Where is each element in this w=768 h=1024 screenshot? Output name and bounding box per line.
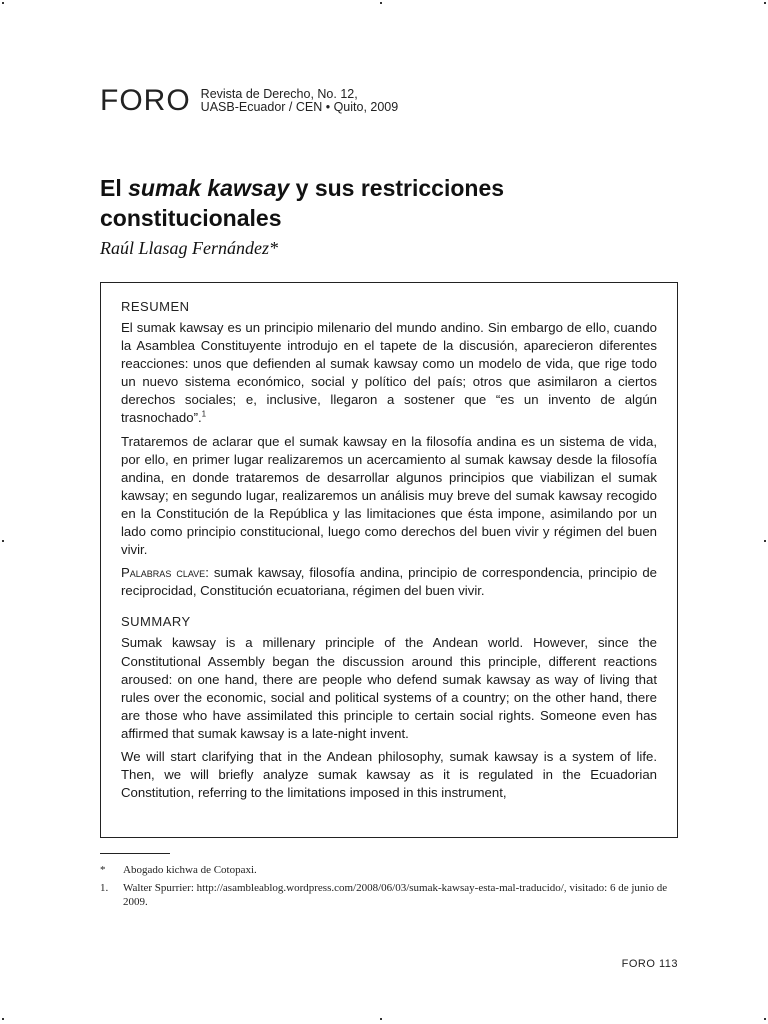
article-author: Raúl Llasag Fernández*	[100, 238, 278, 258]
title-part-2: y sus restricciones constitucionales	[100, 175, 505, 231]
page-footer: FORO 113	[621, 958, 678, 970]
resumen-heading: RESUMEN	[121, 299, 190, 314]
summary-paragraph-2: We will start clarifying that in the Andean philosophy, sumak kawsay is a system of life. Then, we will briefly analyze sumak kawsay as it is regulated in the Ecuadorian Constitution, referring to the limitations imposed in this instrument,	[121, 748, 657, 801]
keywords-label: Palabras clave	[121, 565, 206, 581]
journal-line-2: UASB-Ecuador / CEN • Quito, 2009	[200, 100, 399, 114]
summary-paragraph-1: Sumak kawsay is a millenary principle of the Andean world. However, since the Constitutional Assembly began the discussion around this principle, different reactions aroused: on one hand, there are people who defend sumak kawsay as way of living that rules over the economic, social and political systems of a country; on the other hand, there are those who have assimilated this principle to certain social rights. Someone even has affirmed that sumak kawsay is a late-night invent.	[121, 635, 657, 741]
footnote-text: Abogado kichwa de Cotopaxi.	[123, 864, 257, 876]
journal-header	[100, 86, 398, 116]
journal-line-1: Revista de Derecho, No. 12,	[200, 87, 358, 101]
crop-mark	[2, 2, 4, 4]
crop-mark	[2, 1018, 4, 1020]
abstract-box	[100, 282, 678, 838]
footnote-ref-1[interactable]: 1	[201, 410, 207, 420]
footnote-mark: 1.	[100, 882, 109, 894]
footnotes	[100, 863, 678, 913]
footnote-text[interactable]: Walter Spurrier: http://asambleablog.wordpress.com/2008/06/03/sumak-kawsay-esta-mal-traducido/, visitado: 6 de junio de 2009.	[123, 882, 668, 908]
crop-mark	[380, 1018, 382, 1020]
crop-mark	[764, 540, 766, 542]
keywords-text: : sumak kawsay, filosofía andina, principio de correspondencia, principio de reciprocidad, Constitución ecuatoriana, régimen del buen vivir.	[121, 565, 657, 599]
crop-mark	[764, 2, 766, 4]
resumen-paragraph-2: Trataremos de aclarar que el sumak kawsay en la filosofía andina es un sistema de vida, por ello, en primer lugar realizaremos un acercamiento al sumak kawsay desde la filosofía andina, en donde trataremos de desarrollar algunos principios que viabilizan el sumak kawsay; en segundo lugar, realizaremos un análisis muy breve del sumak kawsay recogido en la Constitución de la República y las limitaciones que ésta impone, asimilando por un lado como principio constitucional, luego como derechos del buen vivir y régimen del buen vivir.	[121, 433, 657, 558]
resumen-p1-text: El sumak kawsay es un principio milenario del mundo andino. Sin embargo de ello, cuando la Asamblea Constituyente introdujo en el tapete de la discusión, aparecieron diferentes reacciones: unos que defienden al sumak kawsay como un modelo de vida, que rige todo un nuevo sistema económico, social y político del país; otros que asimilaron a ciertos derechos sociales; e, inclusive, llegaron a sostener que “es un invento de algún trasnochado”.	[121, 320, 657, 426]
footnote-rule	[100, 853, 170, 854]
footnote-item	[100, 863, 678, 877]
footnote-item	[100, 881, 678, 909]
keywords-paragraph	[121, 564, 657, 600]
article-title	[100, 173, 660, 233]
crop-mark	[764, 1018, 766, 1020]
title-emphasis: sumak kawsay	[128, 175, 290, 201]
summary-heading: SUMMARY	[121, 614, 191, 630]
footnote-mark: *	[100, 864, 106, 876]
title-part-1: El	[100, 175, 129, 201]
resumen-paragraph-1	[121, 319, 657, 428]
foro-logo: FORO	[100, 84, 191, 117]
crop-mark	[380, 2, 382, 4]
journal-info	[201, 88, 399, 114]
crop-mark	[2, 540, 4, 542]
